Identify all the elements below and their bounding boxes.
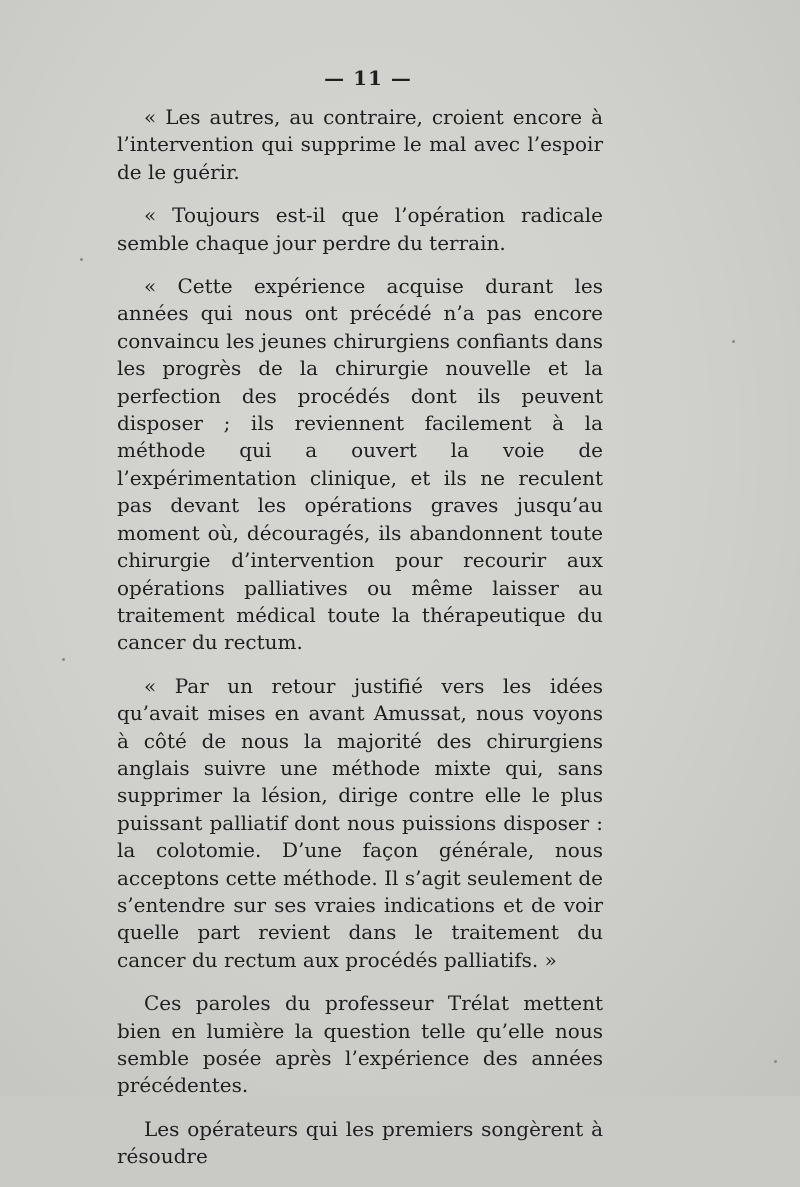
paragraph-5: Ces paroles du professeur Trélat mettent bien en lumière la question telle qu’elle nous semble posée après l’expérience des années précédentes. <box>117 991 603 1098</box>
paragraph-2: « Toujours est-il que l’opération radicale semble chaque jour perdre du terrain. <box>117 203 603 255</box>
paragraph-6: Les opérateurs qui les premiers songèrent à résoudre <box>117 1116 603 1169</box>
paragraph-3: « Cette expérience acquise durant les années qui nous ont précédé n’a pas encore convaincu les jeunes chirurgiens confiants dans les progrès de la chirurgie nouvelle et la perfection des procédés dont ils peuvent disposer ; ils reviennent facilement à la méthode qui a ouvert la voie de l’expérimentation clinique, et ils ne reculent pas devant les opérations graves jusqu’au moment où, découragés, ils abandonnent toute chirurgie d’intervention pour recourir aux opérations palliatives ou même laisser au traitement médical toute la thérapeutique du cancer du rectum. <box>117 274 603 655</box>
paper-speck <box>80 258 83 261</box>
paper-speck <box>774 1060 777 1063</box>
body-text <box>117 104 603 1187</box>
paper-speck <box>62 658 65 661</box>
paragraph-4: « Par un retour justifié vers les idées qu’avait mises en avant Amussat, nous voyons à côté de nous la majorité des chirurgiens anglais suivre une méthode mixte qui, sans supprimer la lésion, dirige contre elle le plus puissant palliatif dont nous puissions disposer : la colotomie. D’une façon générale, nous acceptons cette méthode. Il s’agit seulement de s’entendre sur ses vraies indications et de voir quelle part revient dans le traitement du cancer du rectum aux procédés palliatifs. » <box>117 673 603 972</box>
page-number: — 11 — <box>324 66 412 90</box>
paragraph-1: « Les autres, au contraire, croient encore à l’intervention qui supprime le mal avec l’espoir de le guérir. <box>117 105 603 184</box>
paper-speck <box>732 340 735 343</box>
